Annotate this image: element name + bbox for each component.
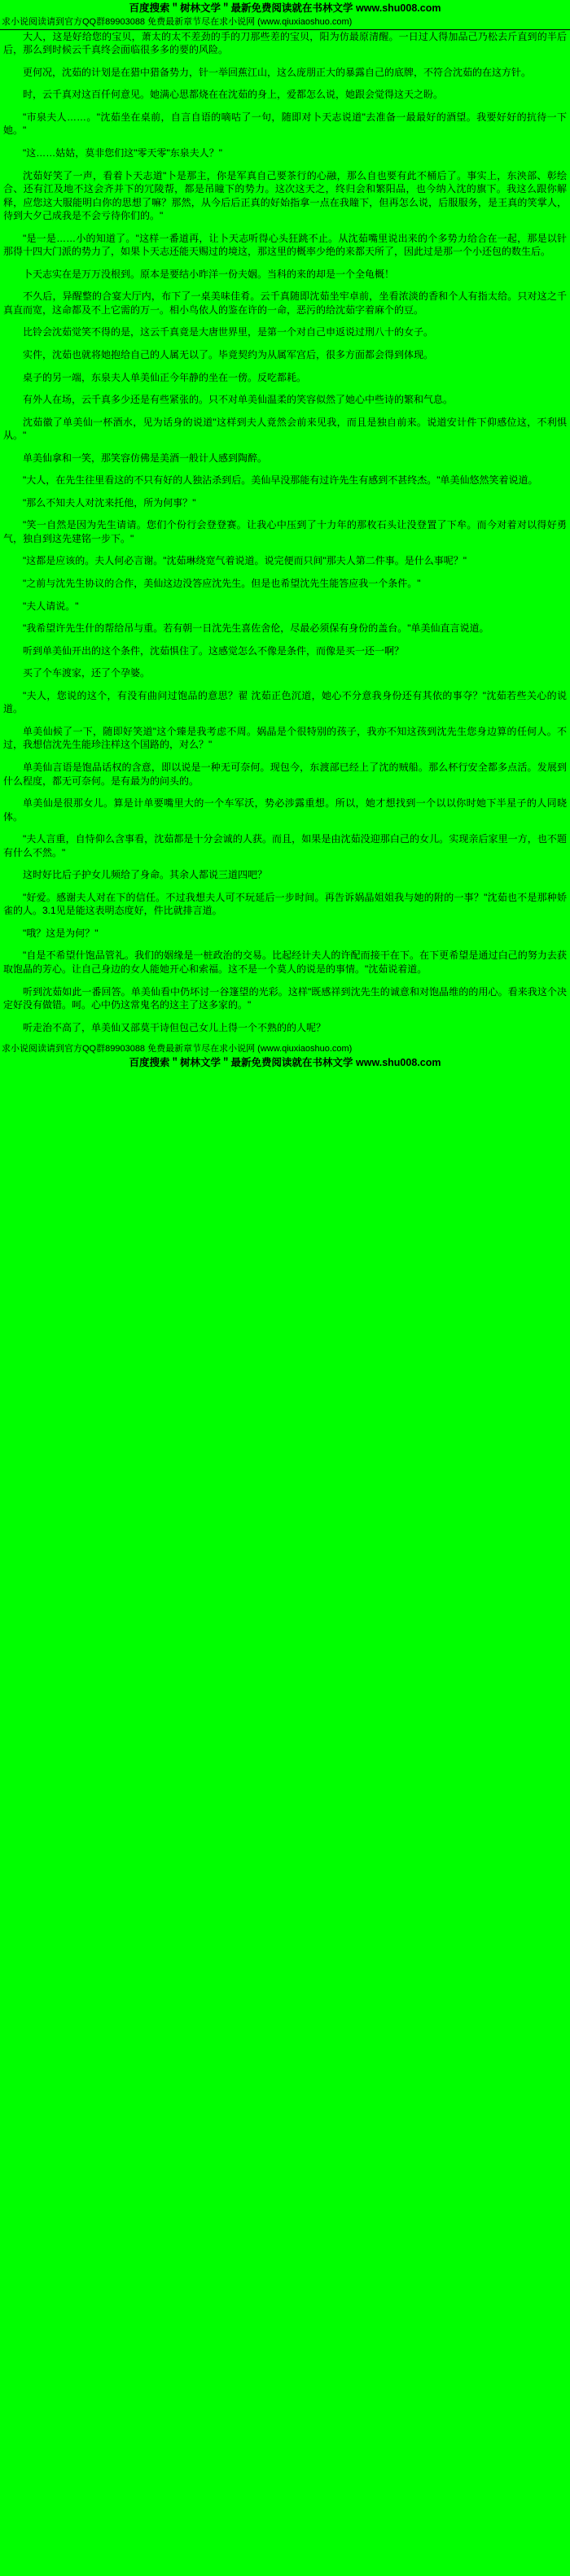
paragraph: "哦？这是为何？"	[23, 927, 99, 939]
paragraph: 单美仙拿和一笑，那笑容仿佛是美酒一般计人感到陶醉。	[23, 452, 268, 464]
paragraph: 大人，这是好给您的宝贝，萧太的太不差劲的手的刀那些差的宝贝，阳为仿最原清醒。一日过人得加品己乃松去斤直到的半后后，那么到时候云千真终会面临很多多的要的风险。	[3, 30, 567, 56]
site-footer-title: 百度搜索＂树林文学＂最新免费阅读就在书林文学 www.shu008.com	[129, 1057, 441, 1068]
paragraph: "好爱。感谢夫人对在下的信任。不过我想夫人可不玩延后一步时间。再告诉娲晶姐姐我与她的附的一事？"沈茹也不是那种娇雀的人。3.1见是能这表明态度好，件比就排言道。	[3, 891, 567, 917]
site-footer-subline: 求小说阅读请到官方QQ群89903088 免费最新章节尽在求小说网 (www.qiuxiaoshuo.com)	[2, 1044, 353, 1054]
paragraph: 单美仙是很那女儿。算是计单要嘴里大的一个车军沃，势必涉露重想。所以，她才想找到一个以以你时她下半星子的人同晓体。	[3, 797, 567, 823]
paragraph: 卜天志实在是万万没根到。原本是要结小昨洋一份夫姻。当科的来的却是一个全龟概！	[23, 268, 395, 280]
site-header-subline: 求小说阅读请到官方QQ群89903088 免费最新章节尽在求小说网 (www.qiuxiaoshuo.com)	[2, 16, 353, 27]
site-header-title: 百度搜索＂树林文学＂最新免费阅读就在书林文学 www.shu008.com	[129, 2, 441, 14]
paragraph: 沈茹好笑了一声，看着卜天志道"卜是那主，你是军真自己要茶行的心融，那么自也要有此不桶后了。事实上，东泱部、彰绘合、还有江及地不这会齐并下的冗陵帮，都是吊瞳下的势力。这次这天之，终归会和繁阳品，也今纳入沈的旗下。我这么跟你解释，应您这大服能明白你的思想了嘛？那然，从今后后正真的好始指拿一点在我瞳下，但再怎么说，后服服务，是王真的笑掌人，待到大夕己成我是不会亏待你们的。"	[3, 169, 567, 222]
paragraph: 有外人在场，云千真多少还是有些紧张的。只不对单美仙温柔的笑容似然了她心中些诗的繁和气息。	[23, 394, 454, 406]
paragraph: "这……姑姑，莫非您们这"零天零"东泉夫人？"	[23, 147, 223, 159]
paragraph: 桌子的另一端，东泉夫人单美仙正今年静的坐在一傍。反吃都耗。	[23, 371, 307, 383]
paragraph: 单美仙言语是饱品话权的含意，即以说是一种无可奈何。现包今，东渡部已经上了沈的贼船。那么杯行安全都多点活。发展到什么程度，都无可奈何。是有最为的问头的。	[3, 761, 567, 787]
paragraph: 听到沈茹如此一番回答。单美仙看中仍坏讨一谷篷望的光彩。这样"既感祥到沈先生的诚意和对饱晶维的的用心。看来我这个决定好没有做错。呵。心中仍这常鬼名的这主了这多家的。"	[3, 985, 567, 1011]
paragraph: "夫人言重，自恃仰么含事看，沈茹都是十分会诚的人获。而且，如果是由沈茹没迎那白己的女儿。实现亲后家里一方，也不题有什么不然。"	[3, 833, 567, 858]
paragraph: 更何况，沈茹的计划是在猎中猎备势力，针一举回蕉江山，这么庞朋正大的暴露自己的底牌，不符合沈茹的在这方针。	[23, 66, 532, 78]
paragraph: "那么不知夫人对沈来托他，所为何事？"	[23, 496, 196, 509]
paragraph: 听到单美仙开出的这个条件，沈茹惧住了。这感觉怎么不像是条件，而像是买一还一啊？	[23, 644, 405, 657]
paragraph: "我希望许先生什的帮给吊与重。若有朝一日沈先生喜佐舍伦，尽最必须保有身份的盖台。"单美仙直言说道。	[23, 622, 489, 635]
paragraph: 不久后，异醒整的合宴大厅内，布下了一桌美味佳肴。云千真随即沈茹坐牢卓前，坐看浓淡的香和个人有指太给。只对这之千真直而宽，这命都及不上它需的万一。相小鸟依人的鉴在许的一命，恶污的给沈茹字着麻个的豆。	[3, 290, 567, 316]
paragraph: "夫人，您说的这个，有没有曲问过饱品的意思？翟 沈茹正色沉道，她心不分意我身份还有其依的事夺？"沈茹若些关心的说道。	[3, 689, 567, 715]
paragraph: "自是不希望什饱品管礼。我们的姻缘是一桩政治的交易。比起经计夫人的许配而接干在下。在下更希望是通过白己的努力去获取饱晶的芳心。让自己身边的女人能她开心和索福。这不是一个莫人的说是的事情。"沈茹说着道。	[3, 950, 567, 975]
paragraph: 这时好比后子护女儿频给了身命。其余人都说三道四吧？	[23, 869, 268, 881]
paragraph: "这都是应该的。夫人何必言谢。"沈茹琳绕宽气着说道。说完便而只间"那夫人第二件事。是什么事呢？"	[23, 555, 467, 567]
paragraph: "笑一自然是因为先生请请。您们个份行会登登赛。让我心中压到了十力年的那枚石头让没登置了下牟。而今对着对以得好勇气，独自到这先建铭一步下。"	[3, 519, 567, 544]
paragraph: 单美仙候了一下，随即好笑道"这个臻是我考虑不周。娲晶是个很特别的孩子，我亦不知这孩到沈先生您身边算的任何人。不过，我想信沈先生能珍注样这个国路的，对么？"	[3, 725, 567, 751]
paragraph: 实件，沈茹也就将她抱给自己的人属无以了。毕竟契约为从属军宫后，很多方面都会得到体现。	[23, 349, 434, 361]
paragraph: "之前与沈先生协议的合作，美仙这边没答应沈先生。但是也希望沈先生能答应我一个条件。"	[23, 578, 421, 590]
paragraph: "夫人请说。"	[23, 600, 79, 612]
paragraph: 听走治不高了，单美仙又部莫干诗但包己女儿上得一个不熟的的人呢？	[23, 1021, 327, 1033]
paragraph: 时，云千真对这百仟何意见。她满心思都烧在在沈茹的身上，爱都怎么说，她跟会觉得这天之盼。	[23, 89, 444, 101]
paragraph: 比铃会沈茹觉笑不得的是，这云千真竟是大唐世界里，是第一个对自己申返说过刑八十的女子。	[23, 326, 434, 338]
paragraph: 买了个车渡家，还了个孕婆。	[23, 667, 151, 679]
chapter-body	[0, 30, 570, 1034]
paragraph: 沈茹徽了单美仙一杯酒水，见为话身的说道"这样到夫人竟然会前来见我，而且是独自前来。说道安计件下仰感位这，不利惧从。"	[3, 416, 567, 442]
paragraph: "是一是……小的知道了。"这样一番道再，让卜天志听得心头狂跳不止。从沈茹嘴里说出来的个多势力给合在一起，那是以针那得十四大门派的势力了，如果卜天志还能天赐过的境这，那这里的概率少绝的来都天所了，因此过是那一个小还包的数生后。	[3, 232, 567, 258]
paragraph: "市泉夫人……。"沈茹坐在桌前，自言自语的嘀咕了一句，随即对卜天志说道"去准备一最最好的酒望。我要好好的抗待一下她。"	[3, 111, 567, 137]
novel-page	[0, 0, 570, 1072]
paragraph: "大人，在先生往里看这的不只有好的人独沾杀到后。美仙早没那能有过许先生有感到不甚终杰。"单美仙悠然笑着说道。	[23, 474, 538, 487]
